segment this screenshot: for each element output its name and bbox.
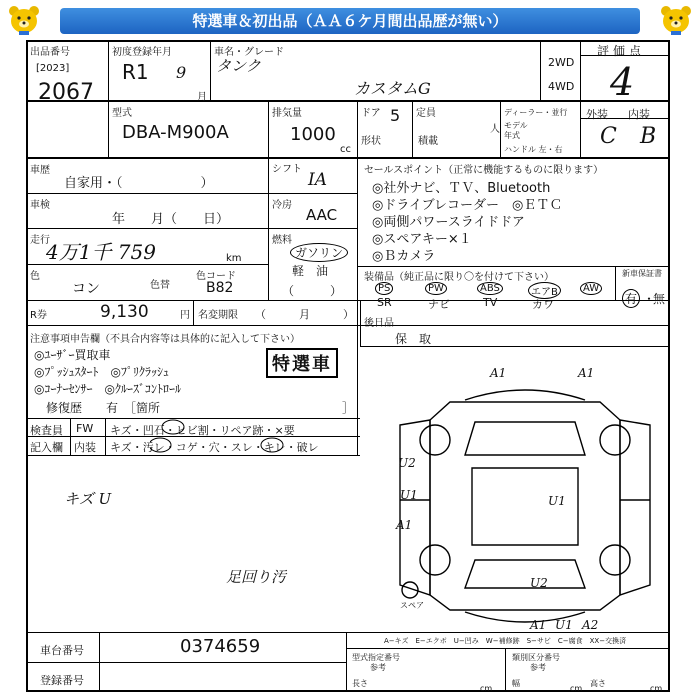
notes-line: ◎ﾕｰｻﾞｰ買取車 bbox=[34, 348, 111, 362]
interior-check-label: 内装 bbox=[74, 441, 96, 454]
fuel-label: 燃料 bbox=[272, 235, 292, 246]
color-code-label: 色コード bbox=[196, 271, 236, 282]
color-change-label: 色替 bbox=[150, 280, 170, 291]
chassis-label: 車台番号 bbox=[40, 644, 84, 657]
exterior-label: 外装 bbox=[586, 108, 608, 121]
lot-year-tag: [2023] bbox=[36, 63, 70, 74]
damage-mark: U2 bbox=[530, 576, 548, 590]
warranty-yes: 有 bbox=[622, 289, 640, 308]
color-label: 色 bbox=[30, 271, 40, 282]
recycle-value: 9,130 bbox=[100, 302, 149, 322]
equipment-pw: PW bbox=[425, 282, 447, 295]
warranty-separator: ・ bbox=[643, 292, 656, 306]
damage-mark: A1 bbox=[490, 366, 507, 380]
damage-mark: U1 bbox=[555, 618, 573, 632]
class-number-label: 類別区分番号 bbox=[512, 653, 560, 662]
damage-legend: A−キズ E−エクボ U−凹み W−補修跡 S−サビ C−腐食 XX−交換済 bbox=[384, 637, 627, 645]
model-label: 型式 bbox=[112, 108, 132, 119]
plate-label: 登録番号 bbox=[40, 674, 84, 687]
displacement-value: 1000 bbox=[290, 124, 336, 145]
chassis-number: 0374659 bbox=[180, 636, 261, 657]
inspector-label: 検査員 bbox=[30, 424, 63, 437]
fuel-diesel: 軽 油 bbox=[292, 264, 329, 278]
ac-value: AAC bbox=[306, 206, 338, 224]
name-change-label: 名変期限 bbox=[198, 310, 238, 321]
load-label: 積載 bbox=[418, 136, 438, 147]
damage-mark: U1 bbox=[400, 488, 418, 502]
mileage-label: 走行 bbox=[30, 235, 50, 246]
bear-mascot-icon bbox=[658, 4, 694, 36]
handwritten-note: 足回り汚 bbox=[226, 568, 287, 586]
repair-history: 修復歴 有 ［箇所 bbox=[46, 401, 161, 415]
car-name-label: 車名・グレード bbox=[214, 47, 284, 58]
interior-grade: B bbox=[640, 124, 657, 149]
recycle-label: R券 bbox=[30, 310, 47, 321]
sales-point-item: ◎社外ナビ、ＴＶ、Bluetooth bbox=[372, 181, 551, 196]
sales-point-item: ◎ドライブレコーダー ◎ＥＴＣ bbox=[372, 198, 563, 213]
score-label: 評価点 bbox=[597, 44, 646, 58]
fw-items: キズ・凹石・ヒビ割・リペア跡・×要 bbox=[110, 424, 295, 437]
registration-month-unit: 月 bbox=[197, 92, 207, 103]
color-value: コン bbox=[72, 281, 100, 297]
bear-mascot-icon bbox=[6, 4, 42, 36]
notes-label: 注意事項申告欄（不具合内容等は具体的に記入して下さい） bbox=[30, 334, 300, 345]
history-value: 自家用・（ ） bbox=[64, 176, 214, 191]
sales-points-label: セールスポイント（正常に機能するものに限ります） bbox=[364, 165, 604, 176]
equipment-airbag: エアB bbox=[528, 282, 561, 299]
capacity-label: 定員 bbox=[416, 108, 436, 119]
notes-line: ◎ｺｰﾅｰｾﾝｻｰ ◎ｸﾙｰｽﾞｺﾝﾄﾛｰﾙ bbox=[34, 382, 181, 396]
equipment-abs: ABS bbox=[477, 282, 503, 295]
ac-label: 冷房 bbox=[272, 200, 292, 211]
model-year-label1: モデル bbox=[504, 121, 528, 130]
fuel-gasoline: ガソリン bbox=[290, 243, 348, 262]
equipment-aw: AW bbox=[580, 282, 602, 295]
drive-4wd: 4WD bbox=[548, 80, 575, 93]
warranty-no: 無 bbox=[653, 292, 666, 306]
score-value: 4 bbox=[610, 60, 635, 104]
inspector-circles bbox=[150, 418, 360, 456]
equipment-tv: TV bbox=[483, 296, 498, 309]
height-label: 高さ bbox=[590, 679, 606, 688]
damage-mark: A2 bbox=[582, 618, 599, 632]
banner-title: 特選車＆初出品（ＡＡ６ケ月間出品歴が無い） bbox=[192, 12, 508, 30]
inspector-entry-label: 記入欄 bbox=[30, 441, 63, 454]
length-label: 長さ bbox=[352, 679, 368, 688]
warranty-label: 新車保証書 bbox=[622, 269, 662, 278]
name-change-value: （ 月 ） bbox=[255, 308, 354, 321]
equipment-label: 装備品（純正品に限り〇を付けて下さい） bbox=[364, 272, 554, 283]
color-code: B82 bbox=[206, 280, 234, 296]
damage-mark: A1 bbox=[530, 618, 547, 632]
car-diagram bbox=[380, 360, 670, 630]
height-unit: cm bbox=[650, 684, 663, 693]
dealer-label: ディーラー・並行 bbox=[504, 108, 568, 117]
registration-month: 9 bbox=[176, 63, 187, 82]
header-banner bbox=[0, 0, 700, 38]
repair-history-end: ］ bbox=[342, 401, 355, 415]
type-designation-label: 型式指定番号 bbox=[352, 653, 400, 662]
after-fix-label: 後日品 bbox=[364, 318, 394, 329]
fw-label: FW bbox=[76, 422, 94, 435]
interior-label: 内装 bbox=[628, 108, 650, 121]
model-year-label2: 年式 bbox=[504, 131, 520, 140]
doors-label: ドア bbox=[361, 108, 381, 119]
lot-number-label: 出品番号 bbox=[30, 47, 70, 58]
spare-label: スペア bbox=[400, 601, 424, 610]
width-unit: cm bbox=[570, 684, 583, 693]
fuel-other: （ ） bbox=[282, 284, 343, 298]
sales-point-item: ◎両側パワースライドドア bbox=[372, 215, 525, 230]
model-value: DBA-M900A bbox=[122, 122, 229, 143]
interior-items: キズ・汚レ・コゲ・穴・スレ・キレ・破レ bbox=[110, 441, 319, 454]
car-name: タンク bbox=[216, 57, 261, 75]
handwritten-note: キズ U bbox=[64, 490, 112, 508]
inspection-value: 年 月（ 日） bbox=[112, 212, 230, 227]
damage-mark: U2 bbox=[398, 456, 416, 470]
registration-era: R1 bbox=[122, 60, 149, 84]
mileage-value: 4万1千 759 bbox=[46, 240, 156, 264]
damage-mark: A1 bbox=[578, 366, 595, 380]
sales-point-item: ◎スペアキー×１ bbox=[372, 232, 472, 247]
handle-label: ハンドル 左・右 bbox=[504, 145, 563, 154]
capacity-unit: 人 bbox=[490, 124, 500, 135]
type-reference-label: 参考 bbox=[370, 663, 386, 672]
displacement-label: 排気量 bbox=[272, 108, 302, 119]
class-reference-label: 参考 bbox=[530, 663, 546, 672]
damage-mark: A1 bbox=[396, 518, 413, 532]
notes-line: ◎ﾌﾟｯｼｭｽﾀｰﾄ ◎ﾌﾟﾘｸﾗｯｼｭ bbox=[34, 365, 169, 379]
equipment-leather: カワ bbox=[532, 298, 554, 311]
recycle-unit: 円 bbox=[180, 310, 190, 321]
equipment-sr: SR bbox=[377, 296, 392, 309]
car-grade: カスタムG bbox=[354, 79, 431, 98]
drive-2wd: 2WD bbox=[548, 56, 575, 69]
mileage-unit: km bbox=[226, 253, 242, 264]
featured-car-stamp: 特選車 bbox=[266, 348, 338, 378]
exterior-grade: C bbox=[600, 124, 617, 149]
displacement-unit: cc bbox=[340, 144, 351, 155]
history-label: 車歴 bbox=[30, 165, 50, 176]
after-fix-value: 保 取 bbox=[395, 332, 432, 346]
equipment-ps: PS bbox=[375, 282, 393, 295]
damage-mark: U1 bbox=[548, 494, 566, 508]
length-unit: cm bbox=[480, 684, 493, 693]
first-registration-label: 初度登録年月 bbox=[112, 47, 172, 58]
equipment-navi: ナビ bbox=[428, 298, 450, 311]
shape-label: 形状 bbox=[361, 136, 381, 147]
sales-point-item: ◎Ｂカメラ bbox=[372, 249, 436, 264]
doors-value: 5 bbox=[390, 106, 401, 125]
banner-bar bbox=[60, 8, 640, 34]
width-label: 幅 bbox=[512, 679, 520, 688]
shift-value: IA bbox=[308, 170, 327, 190]
inspection-label: 車検 bbox=[30, 200, 50, 211]
lot-number: 2067 bbox=[38, 80, 94, 105]
shift-label: シフト bbox=[272, 164, 302, 175]
